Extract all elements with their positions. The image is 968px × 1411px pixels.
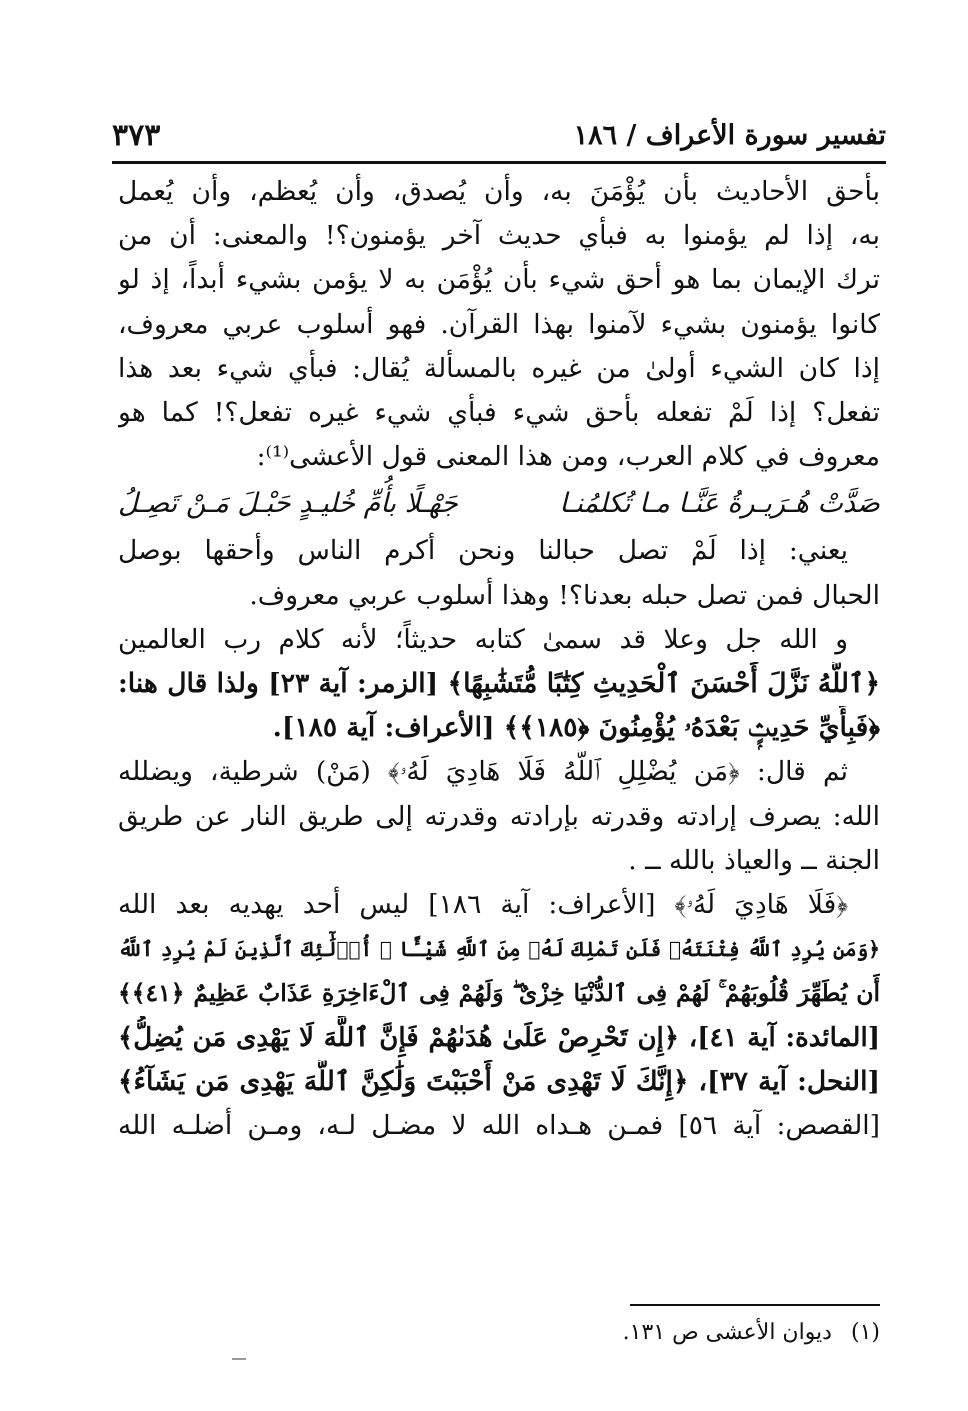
text-line: به، إذا لم يؤمنوا به فبأي حديث آخر يؤمنون؟! والمعنى: أن من: [118, 220, 880, 252]
page-header: [112, 112, 886, 158]
text-line: [القصص: آية ٥٦] فمـن هـداه الله لا مضـل لـه، ومـن أضلـه الله: [118, 1110, 880, 1142]
text-line: ﴿فَلَا هَادِيَ لَهُۥ﴾ [الأعراف: آية ١٨٦] ليس أحد يهديه بعد الله: [118, 889, 848, 921]
scan-mark: [232, 1358, 246, 1360]
quran-citation-line: ﴿فَبِأَيِّ حَدِيثٍۭ بَعْدَهُۥ يُؤْمِنُونَ ﴿١٨٥﴾﴾ [الأعراف: آية ١٨٥].: [272, 712, 880, 744]
text-line: ثم قال: ﴿مَن يُضْلِلِ ٱللَّهُ فَلَا هَادِيَ لَهُۥ﴾ (مَنْ) شرطية، ويضلله: [118, 756, 848, 788]
text-line: ترك الإيمان بما هو أحق شيء بأن يُؤْمَن به لا يؤمن بشيء أبداً، إذ لو: [118, 264, 880, 296]
verse-hemistich-second: جَهْـلًا بأُمِّ خُليـدٍ حَبْـلَ مَـنْ تَصِـلُ: [118, 488, 458, 520]
header-rule: [112, 161, 886, 164]
text-line: بأحق الأحاديث بأن يُؤْمَنَ به، وأن يُصدق، وأن يُعظم، وأن يُعمل: [118, 176, 880, 207]
page-number: ٣٧٣: [112, 117, 161, 153]
poetry-verse: [118, 479, 880, 529]
running-title: تفسير سورة الأعراف / ١٨٦: [573, 119, 886, 151]
quran-citation-line: ﴿وَمَن يُرِدِ ٱللَّهُ فِتْنَتَهُۥ فَلَن تَمْلِكَ لَهُۥ مِنَ ٱللَّهِ شَيْـًٔا ۚ أُو۟لَٰٓئِكَ ٱلَّذِينَ لَمْ يُرِدِ ٱللَّهُ: [118, 937, 880, 962]
verse-hemistich-first: صَدَّتْ هُـرَيـرةُ عَنَّـا مـا تُكلمُنـا: [559, 488, 880, 520]
text-line: الله: يصرف إرادته وقدرته بإرادته وقدرته إلى طريق النار عن طريق: [118, 800, 880, 832]
text-line: الجنة ــ والعياذ بالله ــ .: [628, 844, 880, 876]
text-line: الحبال فمن تصل حبله بعدنا؟! وهذا أسلوب عربي معروف.: [249, 579, 880, 611]
text-line: إذا كان الشيء أولىٰ من غيره بالمسألة يُقال: فبأي شيء بعد هذا: [118, 352, 880, 384]
quran-citation-line: [النحل: آية ٣٧]، ﴿إِنَّكَ لَا تَهْدِى مَنْ أَحْبَبْتَ وَلَٰكِنَّ ٱللَّهَ يَهْدِى مَن يَشَآءُ﴾: [118, 1065, 880, 1097]
quran-citation-line: أَن يُطَهِّرَ قُلُوبَهُمْ ۚ لَهُمْ فِى ٱلدُّنْيَا خِزْىٌ ۖ وَلَهُمْ فِى ٱلْءَاخِرَةِ عَذَابٌ عَظِيمٌ ﴿٤١﴾﴾: [118, 979, 880, 1008]
footnote: [623, 1316, 880, 1350]
text-line: يعني: إذا لَمْ تصل حبالنا ونحن أكرم الناس وأحقها بوصل: [118, 535, 848, 567]
footnote-marker: (١): [850, 1320, 880, 1345]
text-line: تفعل؟ إذا لَمْ تفعله بأحق شيء فبأي شيء غيره تفعل؟! كما هو: [118, 397, 880, 429]
footnote-text: ديوان الأعشى ص ١٣١.: [622, 1320, 832, 1345]
text-line: معروف في كلام العرب، ومن هذا المعنى قول الأعشى⁽¹⁾:: [256, 441, 880, 473]
quran-citation-line: [المائدة: آية ٤١]، ﴿إِن تَحْرِصْ عَلَىٰ هُدَىٰهُمْ فَإِنَّ ٱللَّهَ لَا يَهْدِى مَن يُضِلُّ﴾: [118, 1022, 880, 1053]
main-text: [118, 170, 880, 1148]
footnote-rule: [630, 1304, 880, 1306]
text-line: كانوا يؤمنون بشيء لآمنوا بهذا القرآن. فهو أسلوب عربي معروف،: [118, 308, 880, 340]
text-line: و الله جل وعلا قد سمىٰ كتابه حديثاً؛ لأنه كلام رب العالمين: [118, 623, 848, 655]
quran-citation-line: ﴿ٱللَّهُ نَزَّلَ أَحْسَنَ ٱلْحَدِيثِ كِتَٰبًا مُّتَشَٰبِهًا﴾ [الزمر: آية ٢٣] ولذا قال هنا:: [118, 668, 880, 700]
